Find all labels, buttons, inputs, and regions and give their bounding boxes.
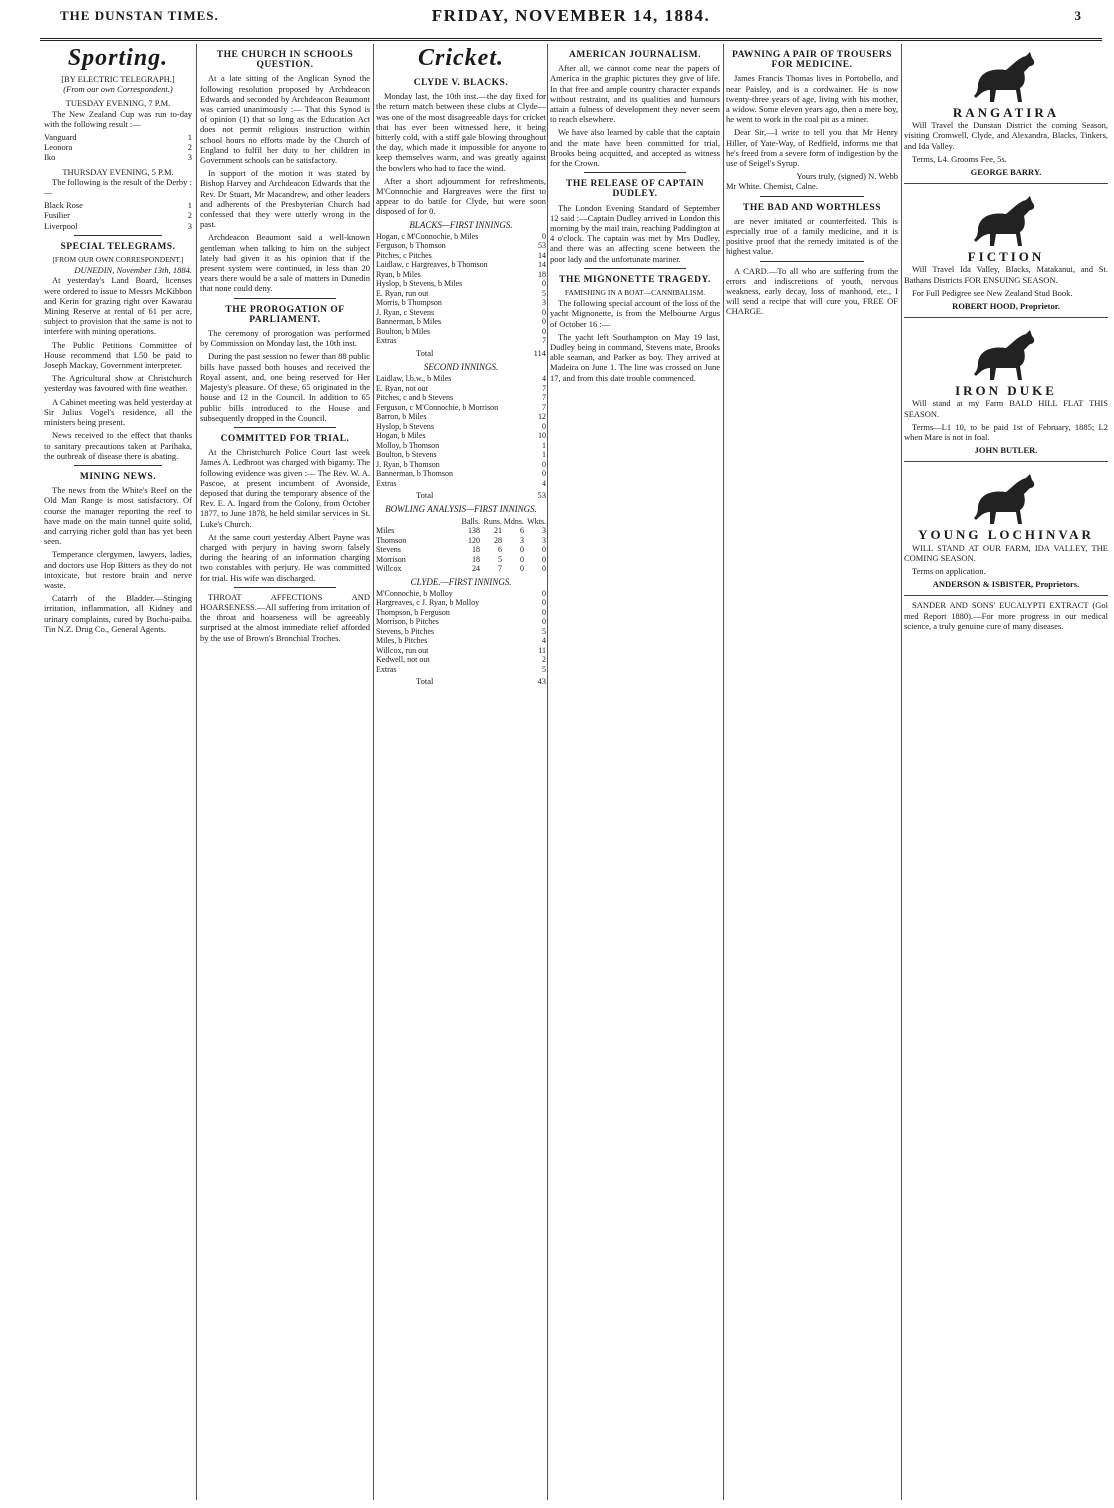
bowling-cell: Willcox [376, 564, 402, 574]
score-row [376, 251, 546, 261]
score-row [376, 412, 546, 422]
signature: Yours truly, (signed) N. Webb [796, 171, 898, 182]
bowling-cell: 3 [542, 535, 546, 545]
bowling-col-header [376, 517, 458, 527]
mining-para: Catarrh of the Bladder.—Stinging irritation, inflammation, all Kidney and urinary complaints, cured by Buchu-paiba. Tin N.Z. Drug Co., General Agents. [44, 593, 192, 634]
total-row: Total 53 [416, 490, 546, 501]
column-rule [901, 44, 902, 1500]
column-6 [904, 44, 1108, 1504]
bowling-cell: 0 [520, 545, 524, 555]
total-value: 53 [537, 490, 546, 501]
mining-heading: MINING NEWS. [79, 471, 157, 482]
advert-troches: THROAT AFFECTIONS AND HOARSENESS.—All suffering from irritation of the throat and hoarseness will be agreeably surprised at the almost immediate relief afforded by the use of Brown's Bronchial Troches. [200, 591, 370, 643]
score-row [376, 403, 546, 413]
batsman: J. Ryan, b Thomson [376, 459, 440, 469]
horse: Vanguard [44, 132, 77, 143]
bowling-col-header: Mdns. [503, 516, 524, 526]
bowling-cell: 120 [468, 535, 480, 545]
batsman: Thompson, b Ferguson [376, 607, 450, 617]
runs: 7 [542, 383, 546, 393]
telegrams-from: [FROM OUR OWN CORRESPONDENT.] [52, 255, 184, 265]
bowling-table [376, 517, 546, 574]
score-row [376, 336, 546, 346]
cricket-heading: Cricket. [418, 45, 504, 71]
score-row [376, 393, 546, 403]
runs: 0 [542, 469, 546, 479]
divider [760, 196, 863, 197]
advert-text: Will Travel Ida Valley, Blacks, Matakanui, and St. Bathans Districts FOR ENSUING SEASON. [904, 264, 1108, 285]
advert-iron-duke [904, 322, 1108, 462]
church-heading: THE CHURCH IN SCHOOLS QUESTION. [216, 50, 354, 71]
advert-owner: ANDERSON & ISBISTER, Proprietors. [932, 579, 1080, 590]
innings-heading: CLYDE.—FIRST INNINGS. [410, 576, 512, 587]
bad-para: are never imitated or counterfeited. This is especially true of a family medicine, and it is positive proof that the remedy imitated is of the highest value. [726, 215, 898, 257]
runs: 0 [542, 421, 546, 431]
batsman: J. Ryan, c Stevens [376, 307, 435, 317]
batsman: Miles, b Pitches [376, 636, 428, 646]
derby-result-list [44, 200, 192, 231]
runs: 11 [538, 645, 546, 655]
sporting-heading: Sporting. [67, 45, 169, 71]
score-row [376, 598, 546, 608]
score-row [376, 289, 546, 299]
committed-heading: COMMITTED FOR TRIAL. [220, 433, 350, 444]
telegrams-heading: SPECIAL TELEGRAMS. [60, 241, 176, 252]
bowling-cell: 0 [520, 564, 524, 574]
runs: 14 [538, 250, 546, 260]
batsman: Ferguson, b Thomson [376, 241, 446, 251]
result-row [44, 142, 192, 152]
scorecard-blacks-1 [376, 232, 546, 346]
bowling-cell: 21 [494, 526, 502, 536]
runs: 0 [542, 588, 546, 598]
score-row [376, 665, 546, 675]
masthead-left: THE DUNSTAN TIMES. [60, 8, 219, 23]
advert-title: RANGATIRA [952, 105, 1060, 120]
divider [584, 172, 686, 173]
runs: 14 [538, 260, 546, 270]
horse-icon [966, 194, 1046, 248]
score-row [376, 479, 546, 489]
american-para: After all, we cannot come near the papers of America in the graphic pictures they give of life. In that free and ample country character expands without restraint, and its qualities and humours attain a fulness of development they never seem to reach elsewhere. [550, 63, 720, 125]
horse: Liverpool [44, 220, 78, 231]
batsman: E. Ryan, not out [376, 383, 428, 393]
runs: 5 [542, 626, 546, 636]
runs: 12 [538, 412, 546, 422]
release-heading: THE RELEASE OF CAPTAIN DUDLEY. [566, 179, 704, 200]
bowling-col-header: Wkts. [527, 516, 546, 526]
horse: Fusilier [44, 210, 70, 221]
advert-text: WILL STAND AT OUR FARM, IDA VALLEY, THE COMING SEASON. [904, 542, 1108, 563]
bowling-cell: Miles [376, 526, 395, 536]
page-number: 3 [1074, 8, 1082, 23]
runs: 0 [542, 326, 546, 336]
advert-extra: Terms—L1 10, to be paid 1st of February, 1885; L2 when Mare is not in foal. [904, 421, 1108, 443]
horse: Leonora [44, 142, 73, 153]
bowling-row [376, 536, 546, 546]
score-row [376, 627, 546, 637]
advert-title: FICTION [967, 249, 1045, 265]
bowling-cell: 6 [498, 545, 502, 555]
score-row [376, 241, 546, 251]
cricket-match: CLYDE V. BLACKS. [413, 78, 509, 88]
batsman: Stevens, b Pitches [376, 626, 434, 636]
runs: 7 [542, 393, 546, 403]
cup-result-list [44, 132, 192, 163]
sporting-dateline: TUESDAY EVENING, 7 P.M. [65, 98, 171, 109]
bowling-cell: 138 [468, 526, 480, 536]
runs: 0 [542, 459, 546, 469]
column-rule [547, 44, 548, 1500]
position: 2 [187, 210, 192, 221]
result-row [44, 210, 192, 220]
column-2 [200, 44, 370, 1504]
result-row [44, 132, 192, 142]
score-row [376, 636, 546, 646]
innings-heading: SECOND INNINGS. [423, 362, 499, 373]
release-para: The London Evening Standard of September 12 said :—Captain Dudley arrived in London this morning by the mail train, reaching Paddington at 4 o'clock. The captain was met by Mrs Dudley, and there was an affecting scene between the poor lady and the unfortunate mariner. [550, 202, 720, 264]
position: 1 [187, 132, 192, 143]
mignonette-para: The yacht left Southampton on May 19 last, Dudley being in command, Stevens mate, Brooks able seaman, and Parker as boy. They arrived at Madeira on June 1. The line was crossed on June 17, and from this date trouble commenced. [550, 331, 720, 383]
runs: 10 [538, 431, 546, 441]
divider [760, 261, 863, 262]
score-row [376, 260, 546, 270]
sporting-from: (From our own Correspondent.) [63, 84, 173, 95]
church-para: Archdeacon Beaumont said a well-known gentleman when talking to him on the subject lately had given it as his opinion that if the present system were continued, in less than 20 years there would be a sale of matters in Dunedin that none could deny. [200, 232, 370, 294]
position: 1 [187, 200, 192, 211]
batsman: Willcox, run out [376, 645, 429, 655]
runs: 2 [542, 655, 546, 665]
telegrams-dateline: DUNEDIN, November 13th, 1884. [74, 265, 192, 276]
column-4 [550, 44, 720, 1504]
masthead [40, 6, 1102, 41]
advert-extra: For Full Pedigree see New Zealand Stud Book. [912, 287, 1073, 298]
score-row [376, 469, 546, 479]
score-row [376, 617, 546, 627]
score-row [376, 374, 546, 384]
divider [74, 465, 163, 466]
score-row [376, 608, 546, 618]
bowling-cell: 0 [542, 545, 546, 555]
church-para: In support of the motion it was stated by Bishop Harvey and Archdeacon Edwards that the Rev. Dr Stuart, Mr Macandrew, and other leaders and adherents of the Presbyterian Church had confessed that they were utterly wrong in the past. [200, 168, 370, 230]
score-row [376, 589, 546, 599]
score-row [376, 279, 546, 289]
bowling-cell: 18 [472, 545, 480, 555]
runs: 0 [542, 231, 546, 241]
advert-fiction [904, 188, 1108, 318]
advert-title: YOUNG LOCHINVAR [918, 527, 1094, 543]
bowling-cell: 5 [498, 554, 502, 564]
batsman: Morris, b Thompson [376, 298, 442, 308]
column-rule [373, 44, 374, 1500]
batsman: Hyslop, b Stevens, b Miles [376, 279, 463, 289]
batsman: Boulton, b Stevens [376, 450, 437, 460]
trousers-heading: PAWNING A PAIR OF TROUSERS FOR MEDICINE. [732, 50, 892, 71]
american-para: We have also learned by cable that the captain and the mate have been committed for trial, Brooks being acquitted, and accepted as witness for the Crown. [550, 127, 720, 169]
horse-icon [966, 50, 1046, 104]
committed-para: At the same court yesterday Albert Payne was charged with perjury in having sworn falsely during the hearing of an information charging two constables with perjury. He was committed for trial. His wife was discharged. [200, 531, 370, 583]
score-row [376, 298, 546, 308]
advert-card: A CARD.—To all who are suffering from the errors and indiscretions of youth, nervous weakness, early decay, loss of manhood, etc., I will send a recipe that will cure you, FREE OF CHARGE. [726, 265, 898, 317]
batsman: Bannerman, b Thomson [376, 469, 453, 479]
column-rule [723, 44, 724, 1500]
trousers-para: Dear Sir,—I write to tell you that Mr Henry Hiller, of Yate-Way, of Redfield, informs me that he's freed from a severe form of indigestion by the use of Seigel's Syrup. [726, 127, 898, 169]
signature-2: Mr White. Chemist, Calne. [726, 181, 818, 192]
score-row [376, 646, 546, 656]
mignonette-heading: THE MIGNONETTE TRAGEDY. [559, 274, 711, 285]
divider [234, 427, 336, 428]
position: 3 [187, 152, 192, 163]
telegram-para: A Cabinet meeting was held yesterday at Sir Julius Vogel's residence, all the ministers being present. [44, 396, 192, 428]
bowling-row [376, 564, 546, 574]
batsman: Pitches, c and b Stevens [376, 393, 454, 403]
bowling-row [376, 545, 546, 555]
bowling-cell: 0 [520, 554, 524, 564]
column-1 [44, 44, 192, 1504]
divider [234, 298, 336, 299]
divider [234, 587, 336, 588]
bowling-cell: 0 [542, 564, 546, 574]
total-value: 114 [533, 347, 546, 358]
batsman: Kedwell, not out [376, 655, 430, 665]
mignonette-para: The following special account of the loss of the yacht Mignonette, is from the Melbourne Argus of October 16 :— [550, 298, 720, 329]
bowling-cell: 3 [542, 526, 546, 536]
batsman: Hargreaves, c J. Ryan, b Molloy [376, 598, 480, 608]
innings-heading: BLACKS—FIRST INNINGS. [409, 219, 513, 230]
score-row [376, 422, 546, 432]
scorecard-clyde-1 [376, 589, 546, 675]
total-row: Total 43 [416, 676, 546, 687]
cricket-para: Monday last, the 10th inst.—the day fixed for the return match between these clubs at Clyde—was one of the most disagreeable days for cricket that has ever been witnessed here, it being bitterly cold, with a stiff gale blowing throughout the day, which made it impossible for anyone to keep themselves warm, and was greatly against the bowlers who had to face the wind. [376, 91, 546, 173]
advert-extra: Terms on application. [912, 566, 986, 577]
american-heading: AMERICAN JOURNALISM. [569, 50, 701, 60]
column-3 [376, 44, 546, 1504]
masthead-title: FRIDAY, NOVEMBER 14, 1884. [431, 6, 711, 25]
bowling-cell: 7 [498, 564, 502, 574]
runs: 0 [542, 279, 546, 289]
position: 2 [187, 142, 192, 153]
batsman: Boulton, b Miles [376, 326, 431, 336]
divider [584, 268, 686, 269]
batsman: Morrison, b Pitches [376, 617, 439, 627]
bowling-cell: 24 [472, 564, 480, 574]
sporting-dateline-2: THURSDAY EVENING, 5 P.M. [62, 166, 174, 177]
bowling-row [376, 526, 546, 536]
advert-text: Will stand at my Farm BALD HILL FLAT THIS SEASON. [904, 398, 1108, 419]
score-row [376, 441, 546, 451]
batsman: Hyslop, b Stevens [376, 421, 434, 431]
advert-owner: GEORGE BARRY. [970, 167, 1042, 178]
scorecard-blacks-2 [376, 374, 546, 488]
runs: 4 [542, 636, 546, 646]
bowling-heading: BOWLING ANALYSIS—FIRST INNINGS. [385, 504, 537, 515]
telegram-para: News received to the effect that thanks to sanitary precautions taken at Parihaka, the outbreak of disease there is abating. [44, 430, 192, 461]
advert-text: Will Travel the Dunstan District the coming Season, visiting Cromwell, Clyde, and Alexandra, Blacks, Tinkers, and Ida Valley. [904, 120, 1108, 151]
score-row [376, 327, 546, 337]
runs: 7 [542, 336, 546, 346]
column-5 [726, 44, 898, 1504]
mining-para: The news from the White's Reef on the Old Man Range is most satisfactory. Of course the manager reporting the reef to have made on the main tunnel quite solid, and carrying richer gold than has yet been seen. [44, 485, 192, 547]
telegram-para: At yesterday's Land Board, licenses were ordered to issue to Messrs McKibbon and Kerin for grazing right over Kawarau Mining Reserve at rental of 61 per acre, subject to provision that the same is not to interfere with mining operations. [44, 275, 192, 337]
runs: 0 [542, 617, 546, 627]
advert-young-lochinvar [904, 466, 1108, 596]
batsman: Ryan, b Miles [376, 269, 421, 279]
runs: 5 [542, 288, 546, 298]
prorogation-para: The ceremony of prorogation was performed by Commission on Monday last, the 10th inst. [200, 328, 370, 349]
bowling-cell: 6 [520, 526, 524, 536]
bowling-col-header: Balls. [461, 516, 480, 526]
prorogation-para: During the past session no fewer than 88 public bills have passed both houses and received the Royal assent, and, one being reserved for Her Majesty's pleasure. Of these, 65 originated in the house and 12 in the Council. In addition to 65 public bills introduced to the House and subsequently dropped in the Council. [200, 351, 370, 423]
advert-owner: JOHN BUTLER. [974, 445, 1038, 456]
runs: 3 [542, 298, 546, 308]
church-para: At a late sitting of the Anglican Synod the following resolution proposed by Archdeacon Edwards and seconded by Archdeacon Beaumont was carried unanimously :— That this Synod is of opinion (1) that so long as the Education Act does not permit religious instruction within school hours no efforts made by the Church of England to fulfil her duty to her children in Government schools can be satisfactory. [200, 73, 370, 166]
runs: 7 [542, 402, 546, 412]
runs: 1 [542, 440, 546, 450]
runs: 0 [542, 607, 546, 617]
batsman: Laidlaw, c Hargreaves, b Thomson [376, 260, 488, 270]
bowling-cell: 28 [494, 535, 502, 545]
divider [74, 235, 163, 236]
horse-icon [966, 472, 1046, 526]
sporting-byline: [BY ELECTRIC TELEGRAPH.] [61, 74, 175, 84]
score-row [376, 308, 546, 318]
score-row [376, 384, 546, 394]
batsman: Hogan, b Miles [376, 431, 426, 441]
horse: Iko [44, 152, 56, 163]
batsman: Extras [376, 664, 397, 674]
batsman: Molloy, b Thomson [376, 440, 440, 450]
sporting-lead: The New Zealand Cup was run to-day with the following result :— [44, 108, 192, 129]
cricket-para: After a short adjournment for refreshments, M'Connochie and Hargreaves were the first to appear to do battle for Clyde, but were soon disposed of for 0. [376, 175, 546, 217]
total-value: 43 [537, 676, 546, 687]
sporting-lead-2: The following is the result of the Derby :— [44, 176, 192, 198]
runs: 0 [542, 598, 546, 608]
committed-para: At the Christchurch Police Court last week James A. Ledbroot was charged with bigamy. The following evidence was given :— The Rev. W. A. Pascoe, at present incumbent of Avonside, deposed that during the temporary absence of the Rev. E. A. Ingard from the Colony, from October 1877, to June 1878, he held similar services in St. Luke's Church. [200, 447, 370, 529]
runs: 4 [542, 478, 546, 488]
batsman: Bannerman, b Miles [376, 317, 442, 327]
horse: Black Rose [44, 200, 83, 211]
score-row [376, 232, 546, 242]
batsman: Extras [376, 478, 397, 488]
bowling-cell: Stevens [376, 545, 401, 555]
score-row [376, 460, 546, 470]
trousers-para: James Francis Thomas lives in Portobello, and near Paisley, and is a cordwainer. He is now twenty-three years of age, living with his mother, a widow. Some eleven years ago, then a mere boy, he went to work in the coal pit as a miner. [726, 73, 898, 125]
advert-rangatira [904, 44, 1108, 184]
batsman: Barron, b Miles [376, 412, 427, 422]
prorogation-heading: THE PROROGATION OF PARLIAMENT. [225, 304, 345, 325]
batsman: Pitches, c Pitches [376, 250, 432, 260]
batsman: Hogan, c M'Connochie, b Miles [376, 231, 479, 241]
score-row [376, 450, 546, 460]
bowling-cell: Morrison [376, 554, 406, 564]
result-row [44, 152, 192, 162]
runs: 4 [542, 374, 546, 384]
batsman: Laidlaw, l.b.w., b Miles [376, 374, 452, 384]
result-row [44, 200, 192, 210]
advert-owner: ROBERT HOOD, Proprietor. [952, 301, 1060, 312]
telegram-para: The Public Petitions Committee of House recommend that L50 be paid to Joseph Mackay, Government interpreter. [44, 339, 192, 371]
advert-extra: Terms, L4. Grooms Fee, 5s. [912, 153, 1007, 164]
runs: 5 [542, 664, 546, 674]
score-row [376, 655, 546, 665]
batsman: Extras [376, 336, 397, 346]
score-row [376, 431, 546, 441]
batsman: E. Ryan, run out [376, 288, 429, 298]
bowling-cell: 3 [520, 535, 524, 545]
runs: 1 [542, 450, 546, 460]
mining-para: Temperance clergymen, lawyers, ladies, and doctors use Hop Bitters as they do not intoxicate, but restore brain and nerve waste. [44, 549, 192, 590]
bowling-cell: 0 [542, 554, 546, 564]
batsman: Ferguson, c M'Connochie, b Morrison [376, 402, 499, 412]
runs: 18 [538, 269, 546, 279]
score-row [376, 270, 546, 280]
column-rule [196, 44, 197, 1500]
batsman: M'Connochie, b Molloy [376, 588, 453, 598]
mignonette-subtitle: FAMISHING IN A BOAT—CANNIBALISM. [564, 288, 706, 298]
runs: 0 [542, 307, 546, 317]
bowling-col-header: Runs. [483, 516, 502, 526]
runs: 53 [538, 241, 546, 251]
result-row [44, 221, 192, 231]
score-row [376, 317, 546, 327]
telegram-para: The Agricultural show at Christchurch yesterday was favoured with fine weather. [44, 373, 192, 394]
horse-icon [966, 328, 1046, 382]
total-row: Total 114 [416, 347, 546, 358]
bowling-row [376, 555, 546, 565]
advert-eucalypti: SANDER AND SONS' EUCALYPTI EXTRACT (Gol med Report 1880).—For more progress in our medical science, a truly genuine cure of many diseases. [904, 600, 1108, 631]
position: 3 [187, 220, 192, 231]
bowling-cell: 18 [472, 554, 480, 564]
bowling-cell: Thomson [376, 535, 407, 545]
advert-title: IRON DUKE [955, 383, 1057, 399]
runs: 0 [542, 317, 546, 327]
bad-heading: THE BAD AND WORTHLESS [742, 202, 881, 213]
